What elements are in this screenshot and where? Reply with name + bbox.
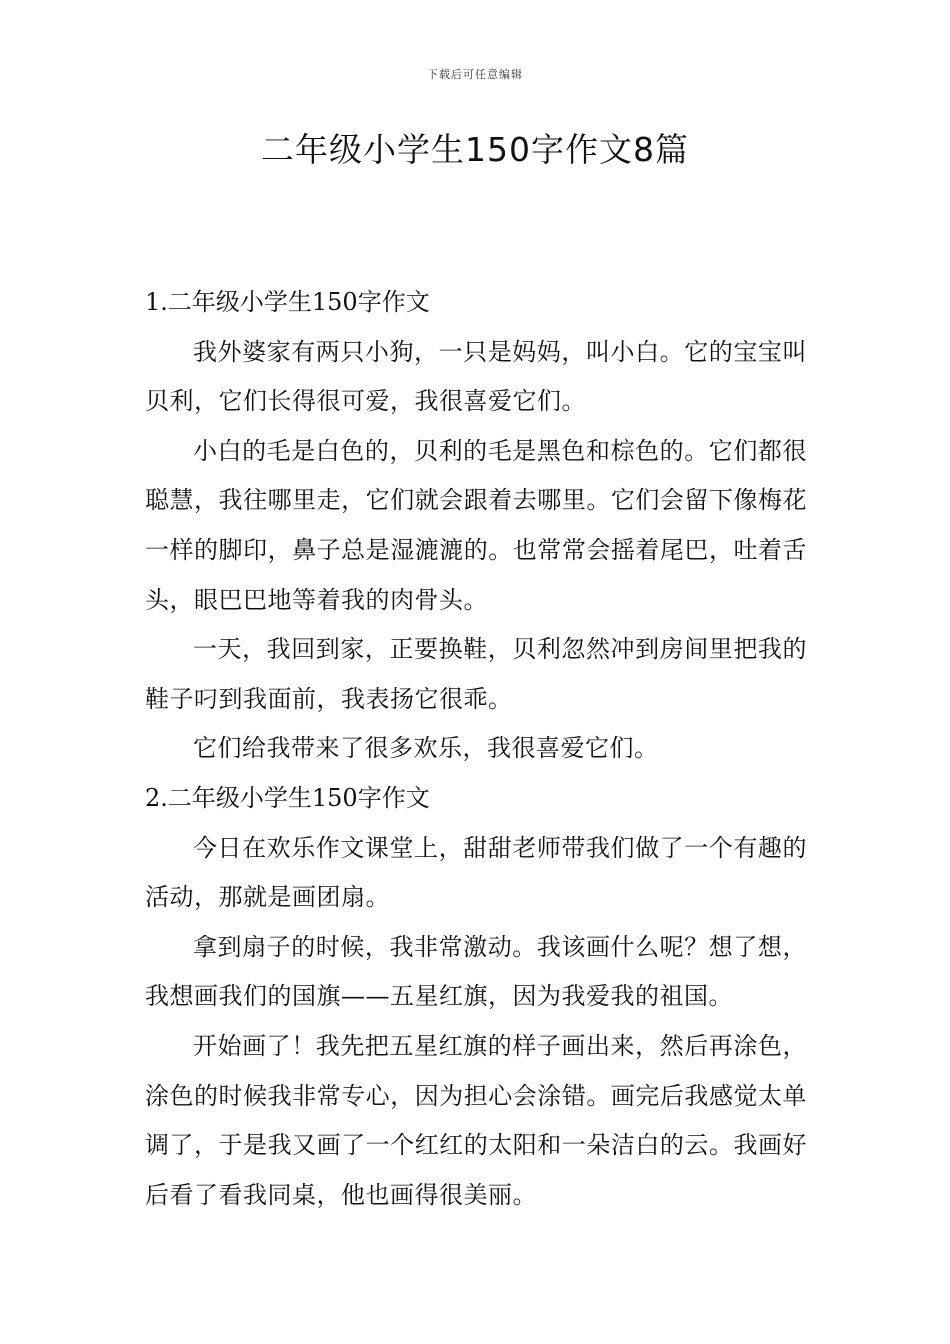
header-note: 下载后可任意编辑 — [427, 68, 523, 81]
document-body — [145, 278, 807, 1220]
paragraph: 开始画了！我先把五星红旗的样子画出来，然后再涂色，涂色的时候我非常专心，因为担心会涂错。画完后我感觉太单调了，于是我又画了一个红红的太阳和一朵洁白的云。我画好后看了看我同桌，他也画得很美丽。 — [145, 1031, 807, 1209]
page-title: 二年级小学生150字作文8篇 — [261, 130, 689, 169]
paragraph: 今日在欢乐作文课堂上，甜甜老师带我们做了一个有趣的活动，那就是画团扇。 — [145, 833, 807, 912]
paragraph: 小白的毛是白色的，贝利的毛是黑色和棕色的。它们都很聪慧，我往哪里走，它们就会跟着去哪里。它们会留下像梅花一样的脚印，鼻子总是湿漉漉的。也常常会摇着尾巴，吐着舌头，眼巴巴地等着我的肉骨头。 — [145, 436, 807, 614]
section-heading: 1.二年级小学生150字作文 — [145, 288, 430, 316]
paragraph: 它们给我带来了很多欢乐，我很喜爱它们。 — [193, 734, 659, 763]
paragraph: 拿到扇子的时候，我非常激动。我该画什么呢？想了想，我想画我们的国旗——五星红旗，因为我爱我的祖国。 — [145, 932, 807, 1011]
paragraph: 我外婆家有两只小狗，一只是妈妈，叫小白。它的宝宝叫贝利，它们长得很可爱，我很喜爱它们。 — [145, 337, 807, 416]
section-heading: 2.二年级小学生150字作文 — [145, 783, 430, 812]
paragraph: 一天，我回到家，正要换鞋，贝利忽然冲到房间里把我的鞋子叼到我面前，我表扬它很乖。 — [145, 635, 807, 713]
